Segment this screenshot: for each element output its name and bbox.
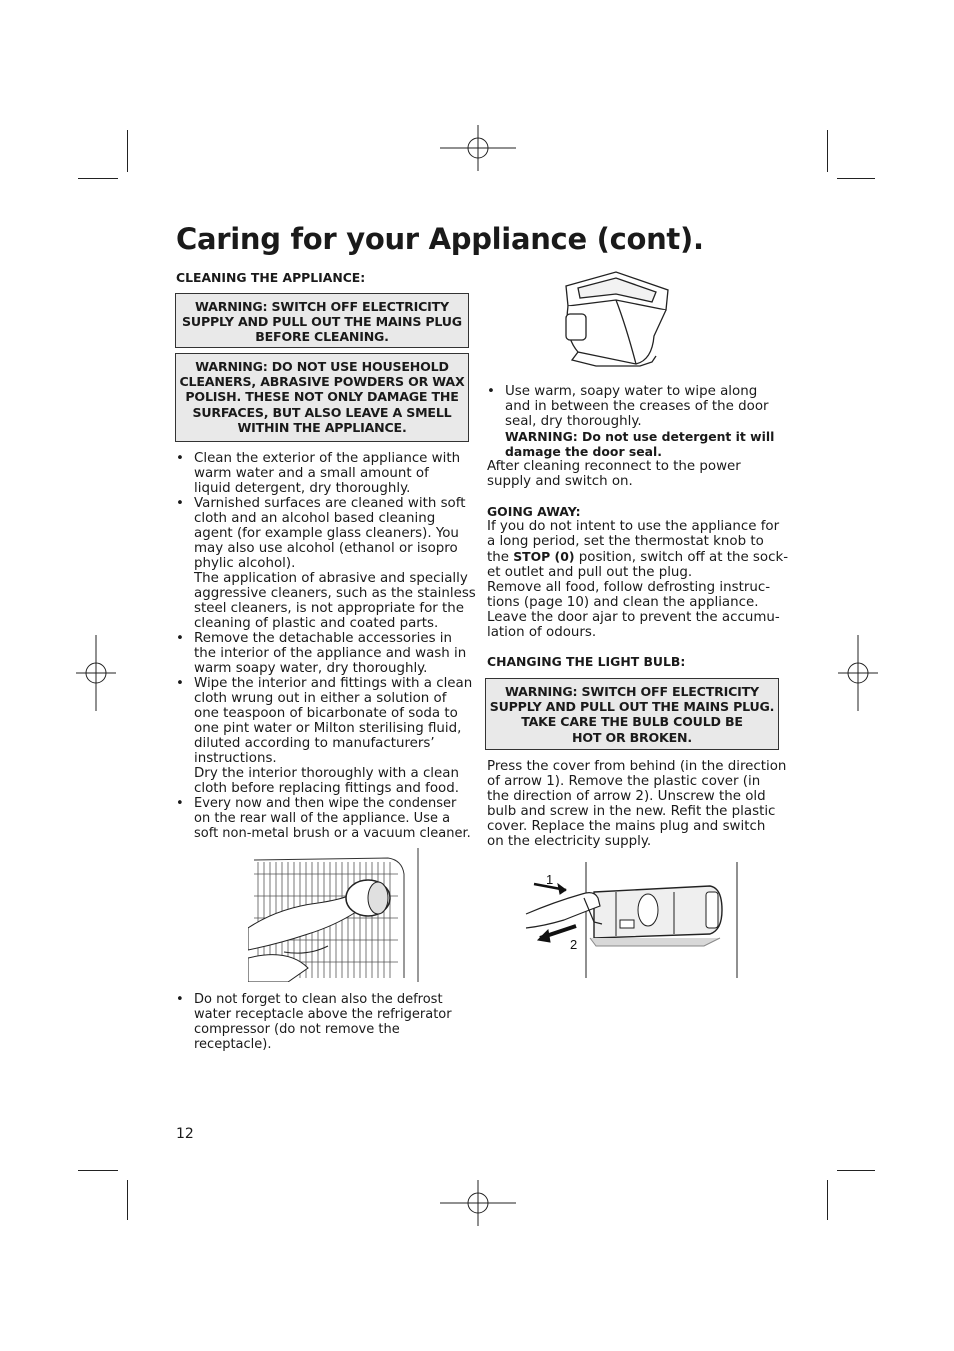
light-cover-illustration xyxy=(524,862,744,980)
registration-mark-left xyxy=(76,635,116,711)
light-bulb-text: Press the cover from behind (in the direction of arrow 1). Remove the plastic cover (in the direction of arrow 2). Unscrew the old bulb and screw in the new. Refit the plastic cover. Replace the mains plug and switch on the electricity supply. xyxy=(487,759,787,849)
list-item: • Every now and then wipe the condenser on the rear wall of the appliance. Use a soft non-metal brush or a vacuum cleaner. xyxy=(176,796,471,841)
door-seal-warning: WARNING: Do not use detergent it will xyxy=(505,429,775,444)
going-away-heading: GOING AWAY: xyxy=(487,504,581,519)
registration-mark-top xyxy=(440,125,516,171)
stop-setting: STOP (0) xyxy=(513,549,575,564)
list-item: • Remove the detachable accessories in the interior of the appliance and wash in warm soapy water, dry thoroughly. xyxy=(176,631,471,676)
warning-box-no-household-cleaners: WARNING: DO NOT USE HOUSEHOLD CLEANERS, ABRASIVE POWDERS OR WAX POLISH. THESE NOT ONLY DAMAGE THE SURFACES, BUT ALSO LEAVE A SMELL WITHIN THE APPLIANCE. xyxy=(175,353,469,442)
list-item: • Use warm, soapy water to wipe along and in between the creases of the door seal, dry thoroughly. WARNING: Do not use detergent it will damage the door seal. xyxy=(487,384,787,459)
list-item: • Wipe the interior and fittings with a clean cloth wrung out in either a solution of one teaspoon of bicarbonate of soda to one pint water or Milton sterilising fluid, diluted according to manufacturers’ instructions. Dry the interior thoroughly with a clean cloth before replacing fittings and food. xyxy=(176,676,471,796)
condenser-cleaning-illustration xyxy=(248,848,424,982)
registration-mark-bottom xyxy=(440,1180,516,1226)
warning-box-bulb: WARNING: SWITCH OFF ELECTRICITY SUPPLY AND PULL OUT THE MAINS PLUG. TAKE CARE THE BULB COULD BE HOT OR BROKEN. xyxy=(485,678,779,750)
crop-mark xyxy=(127,130,128,172)
crop-mark xyxy=(78,1170,118,1171)
registration-mark-right xyxy=(838,635,878,711)
arrow-2-label: 2 xyxy=(570,937,578,952)
page-number: 12 xyxy=(176,1126,194,1142)
cleaning-heading: CLEANING THE APPLIANCE: xyxy=(176,270,366,285)
crop-mark xyxy=(827,130,828,172)
going-away-text: If you do not intent to use the appliance for a long period, set the thermostat knob to the STOP (0) position, switch off at the sock- et outlet and pull out the plug. Remove all food, follow defrosting instruc- tions (page 10) and clean the appliance. Leave the door ajar to prevent the accumu- lation of odours. xyxy=(487,519,789,640)
arrow-1-label: 1 xyxy=(546,872,554,887)
list-item: • Do not forget to clean also the defrost water receptacle above the refrigerator compressor (do not remove the receptacle). xyxy=(176,992,471,1052)
crop-mark xyxy=(127,1180,128,1220)
cleaning-bullet-list xyxy=(176,451,476,841)
crop-mark xyxy=(837,1170,875,1171)
list-item: • Varnished surfaces are cleaned with soft cloth and an alcohol based cleaning agent (for example glass cleaners). You may also use alcohol (ethanol or isopro phylic alcohol). The application of abrasive and specially aggressive cleaners, such as the stainless steel cleaners, is not appropriate for the cleaning of plastic and coated parts. xyxy=(176,496,471,631)
crop-mark xyxy=(78,178,118,179)
list-item: • Clean the exterior of the appliance with warm water and a small amount of liquid detergent, dry thoroughly. xyxy=(176,451,471,496)
crop-mark xyxy=(837,178,875,179)
light-bulb-heading: CHANGING THE LIGHT BULB: xyxy=(487,654,686,669)
defrost-bullet-list xyxy=(176,992,471,1052)
after-cleaning-text: After cleaning reconnect to the power supply and switch on. xyxy=(487,459,741,489)
crisper-tray-illustration xyxy=(556,266,676,372)
crop-mark xyxy=(827,1180,828,1220)
door-seal-bullet xyxy=(487,384,787,459)
warning-box-switch-off: WARNING: SWITCH OFF ELECTRICITY SUPPLY AND PULL OUT THE MAINS PLUG BEFORE CLEANING. xyxy=(175,293,469,348)
page-title: Caring for your Appliance (cont). xyxy=(176,222,704,256)
